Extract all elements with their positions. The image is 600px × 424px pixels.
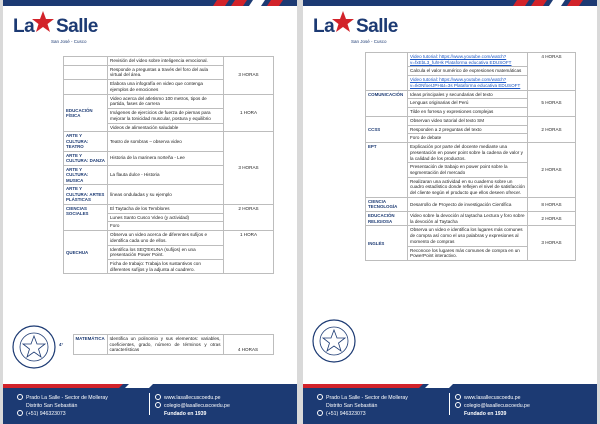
activity-cell [108, 204, 224, 213]
phone-icon [317, 410, 323, 416]
subject-cell: ARTE Y CULTURA: MUSICA [64, 165, 108, 185]
subject-cell: CCSS [366, 116, 408, 142]
mail-icon [155, 402, 161, 408]
activity-text: Historia de la marinera norteña - Lee [110, 155, 185, 161]
activity-cell [108, 245, 224, 259]
activity-text: Observa un video acerca de diferentes sufijos e identifica cada uno de ellos. [110, 232, 208, 243]
activity-text: Identifica un polinomio y sus elementos: variables, coeficientes, grado, número de términos y otras características [109, 336, 221, 353]
star-icon [31, 10, 55, 34]
footer-web [455, 394, 530, 418]
la-salle-logo [11, 14, 121, 50]
subject-cell: EDUCACIÓN RELIGIOSA [366, 211, 408, 225]
activity-cell [408, 67, 528, 76]
subject-cell: COMUNICACIÓN [366, 90, 408, 116]
footer-band [3, 384, 297, 388]
page-footer [303, 384, 597, 424]
footer-email-text: colegio@lasallecuscoedu.pe [164, 403, 230, 409]
page-footer [3, 384, 297, 424]
subject-cell: ARTE Y CULTURA: TEATRO [64, 132, 108, 152]
table-row [64, 57, 274, 66]
footer-contact [317, 394, 408, 418]
table-row [64, 94, 274, 108]
activity-cell [108, 185, 224, 205]
activity-text: Observan video tutorial del texto SM [410, 117, 485, 123]
activity-cell [408, 246, 528, 260]
footer-contact [17, 394, 108, 418]
schedule-table-left [63, 56, 274, 274]
footer-email[interactable] [155, 402, 230, 410]
activity-text: Explicación por parte del docente mediante una presentación en power point sobre la cadena de valor y la calidad de los productos. [410, 144, 523, 161]
activity-cell [108, 57, 224, 66]
header-color-band [303, 0, 597, 6]
footer-web [155, 394, 230, 418]
document-page-left [3, 0, 297, 424]
footer-email-text: colegio@lasallecuscoedu.pe [464, 403, 530, 409]
hours-cell: 2 HORAS [224, 204, 274, 230]
logo-word-la: La [13, 16, 35, 37]
logo-word-la: La [313, 16, 335, 37]
hours-cell: 5 HORAS [528, 90, 576, 116]
activity-text: Videos de alimentación saludable [110, 124, 179, 130]
activity-cell [408, 76, 528, 90]
table-row [366, 197, 576, 211]
footer-email[interactable] [455, 402, 530, 410]
footer-phone [317, 410, 408, 418]
la-salle-logo [311, 14, 421, 50]
globe-icon [155, 394, 161, 400]
activity-cell [108, 94, 224, 108]
grade-cell: 4° [59, 341, 64, 347]
activity-text: líneas onduladas y su ejemplo [110, 191, 172, 197]
footer-district: Distrito San Sebastián [26, 403, 78, 409]
activity-text: Lenguas originarias del Perú [410, 100, 469, 106]
header-color-band [3, 0, 297, 6]
activity-text: Video acerca del atletismo 100 metros, tipos de partida, fases de carrera [110, 95, 207, 107]
footer-founded: Fundado en 1939 [464, 411, 507, 417]
hours-cell: 2 HORAS [528, 116, 576, 142]
activity-cell [108, 132, 224, 152]
activity-text: Responden a 2 preguntas del texto [410, 126, 482, 132]
activity-text: Ficha de trabajo: Trabaja los sustantivos con diferentes sufijos y la adjunta al cuadrero. [110, 260, 201, 272]
mail-icon [455, 402, 461, 408]
activity-text: Reconoce los lugares más comunes de compra en un PowerPoint interactivo. [410, 247, 520, 259]
activity-text: Presentación de trabajo en power point sobre la segmentación del mercado [410, 164, 508, 176]
subject-cell [64, 80, 108, 94]
hours-cell: 3 HORAS [528, 226, 576, 261]
document-page-right [303, 0, 597, 424]
footer-website-text: www.lasallecuscoedu.pe [164, 395, 221, 401]
activity-text: Imágenes de ejercicios de fuerza de piernas para mejorar la tonicidad muscular, postura y equilibrio [110, 110, 211, 121]
footer-address-text: Prado La Salle - Sector de Molleray [326, 395, 408, 401]
table-row [366, 90, 576, 99]
subject-cell: QUECHUA [64, 231, 108, 274]
hours-cell: 2 HORAS [528, 143, 576, 198]
hours-cell: 4 HORAS [528, 53, 576, 91]
activity-cell [408, 108, 528, 117]
logo-word-salle: Salle [56, 16, 98, 37]
activity-cell [108, 213, 224, 222]
activity-text: Lunes Santo Cusco Video (y actividad) [110, 214, 190, 220]
logo-subtitle: San José - Cusco [351, 39, 387, 44]
table-row [366, 53, 576, 67]
activity-cell [108, 80, 224, 94]
activity-text: Foro de debate [410, 135, 442, 141]
video-link[interactable]: Video tutorial: https://www.youtube.com/watch?v=Ik0NfoeIJPH&t=3s Plataforma educativa EDUSOFT [410, 77, 521, 88]
hours-cell: 8 HORAS [528, 197, 576, 211]
location-pin-icon [17, 394, 23, 400]
footer-district: Distrito San Sebastián [326, 403, 378, 409]
logo-word-salle: Salle [356, 16, 398, 37]
star-icon [331, 10, 355, 34]
location-pin-icon [317, 394, 323, 400]
table-row [366, 143, 576, 163]
activity-cell [408, 99, 528, 108]
activity-text: Desarrollo de Proyecto de investigación Científica [410, 201, 512, 207]
footer-website[interactable] [155, 394, 230, 402]
activity-cell [408, 197, 528, 211]
video-link[interactable]: Video tutorial: https://www.youtube.com/watch?v=fxEbL3_fuhHk Plataforma educativa EDUSOFT [410, 54, 512, 65]
activity-text: Teatro de sombras – observa video [110, 138, 182, 144]
activity-text: Foro [110, 223, 120, 229]
subject-cell: EPT [366, 143, 408, 198]
activity-text: Video sobre la devoción al taytacha Lectura y foro sobre la devoción al Taytacha [410, 212, 525, 224]
hours-cell: 2 HORAS [528, 211, 576, 225]
activity-text: Ideas principales y secundarias del texto [410, 91, 493, 97]
activity-text: Tilde en forresa y expresiones complejas [410, 109, 494, 115]
table-row [64, 132, 274, 152]
activity-text: Revisión del video sobre inteligencia emocional. [110, 58, 208, 63]
subject-cell: MATEMÁTICA [73, 335, 107, 355]
table-row [366, 116, 576, 125]
subject-cell: CIENCIA TECNOLOGÍA [366, 197, 408, 211]
activity-text: Elabora una infografía en video que contenga ejemplos de emociones [110, 81, 203, 92]
footer-divider [149, 393, 150, 415]
hours-cell: 1 HORA [224, 231, 274, 274]
subject-cell: INGLÉS [366, 226, 408, 261]
activity-text: El Taytacha de los Temblores [110, 205, 170, 211]
schedule-table-left-math [57, 334, 274, 355]
footer-phone-text: (+51) 946323073 [326, 411, 366, 417]
activity-text: Observa un video e identifica los lugares más comunes de compra así como el uso palabras y expresiones al momento de compras [410, 227, 523, 244]
table-row [64, 204, 274, 213]
activity-cell [408, 53, 528, 67]
subject-cell: EDUCACIÓN FÍSICA [64, 94, 108, 132]
activity-cell [408, 177, 528, 197]
footer-address [17, 394, 108, 402]
hours-cell: 1 HORA [224, 94, 274, 132]
school-seal-icon [11, 324, 57, 370]
table-row [64, 231, 274, 245]
footer-phone-text: (+51) 946323073 [26, 411, 66, 417]
phone-icon [17, 410, 23, 416]
activity-cell [408, 143, 528, 163]
activity-cell [108, 259, 224, 273]
activity-cell [408, 163, 528, 177]
activity-cell [108, 231, 224, 245]
hours-cell: 4 HORAS [223, 335, 273, 355]
activity-cell [108, 151, 224, 165]
activity-cell [408, 90, 528, 99]
globe-icon [455, 394, 461, 400]
activity-cell [408, 125, 528, 134]
activity-cell [108, 109, 224, 123]
activity-cell [108, 123, 224, 132]
school-seal-icon [311, 318, 357, 364]
footer-founded: Fundado en 1939 [164, 411, 207, 417]
schedule-table-right [365, 52, 576, 261]
table-row [57, 335, 273, 355]
activity-cell [408, 134, 528, 143]
hours-cell: 3 HORAS [224, 132, 274, 205]
activity-text: La flauta dulce - Historia [110, 172, 160, 178]
activity-text: Identifica los SEQ'EKUNA (sufijos) en una presentación Power Point. [110, 246, 196, 258]
footer-website[interactable] [455, 394, 530, 402]
logo-subtitle: San José - Cusco [51, 39, 87, 44]
activity-cell [408, 116, 528, 125]
subject-cell: CIENCIAS SOCIALES [64, 204, 108, 230]
subject-cell [366, 53, 408, 91]
hours-cell: 3 HORAS [224, 57, 274, 95]
activity-text: Responde a preguntas a través del foro del aula virtual del área. [110, 66, 209, 78]
activity-cell [108, 165, 224, 185]
activity-cell [107, 335, 223, 355]
activity-text: Realizaran una actividad en su cuaderno sobre un cuadro estadístico donde reflejen el nivel de satisfacción del cliente según el producto que ellos deseen ofrecer. [410, 178, 525, 196]
table-row [366, 226, 576, 246]
subject-cell: ARTE Y CULTURA: ARTES PLÁSTICAS [64, 185, 108, 205]
footer-phone [17, 410, 108, 418]
subject-cell: ARTE Y CULTURA: DANZA [64, 151, 108, 165]
subject-cell [64, 57, 108, 66]
activity-cell [108, 222, 224, 231]
footer-band [303, 384, 597, 388]
table-row [366, 211, 576, 225]
activity-text: Calcula el valor numérico de expresiones matemáticas [410, 68, 522, 74]
footer-address-text: Prado La Salle - Sector de Molleray [26, 395, 108, 401]
activity-cell [408, 226, 528, 246]
activity-cell [108, 65, 224, 79]
subject-cell [64, 65, 108, 79]
footer-divider [449, 393, 450, 415]
activity-cell [408, 211, 528, 225]
footer-address [317, 394, 408, 402]
footer-website-text: www.lasallecuscoedu.pe [464, 395, 521, 401]
